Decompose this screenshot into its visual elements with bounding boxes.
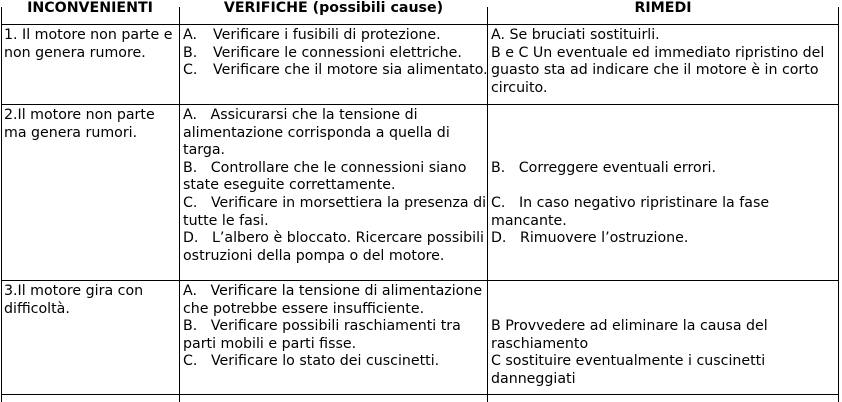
check-text: Verificare che il motore sia alimentato. — [213, 62, 488, 79]
row-divider — [1, 394, 839, 395]
row1-check-c — [183, 62, 488, 80]
header-verifiche: VERIFICHE (possibili cause) — [223, 0, 444, 16]
header-divider — [1, 24, 839, 25]
row3-remedy-line4: danneggiati — [491, 370, 576, 387]
check-text: Verificare le connessioni elettriche. — [213, 44, 462, 61]
row3-remedies — [491, 283, 768, 389]
row2-remedy-line3: mancante. — [491, 212, 567, 229]
row3-check-line2: che potrebbe essere insufficiente. — [183, 300, 425, 317]
row2-remedy-line1: B. Correggere eventuali errori. — [491, 159, 716, 176]
row1-check-a — [183, 27, 488, 45]
row2-check-line9: ostruzioni della pompa o del motore. — [183, 247, 445, 264]
row2-remedy-spacer — [491, 125, 769, 143]
row1-problem — [4, 27, 172, 62]
row2-problem-line2: ma genera rumori. — [4, 124, 138, 141]
row2-remedies — [491, 107, 769, 248]
column-divider — [179, 7, 180, 402]
row3-check-line1: A. Verificare la tensione di alimentazione — [183, 283, 483, 299]
row2-check-line2: alimentazione corrisponda a quella di — [183, 124, 450, 141]
table-border — [838, 7, 839, 402]
row3-check-line3: B. Verificare possibili raschiamenti tra — [183, 318, 461, 335]
row1-problem-line2: non genera rumore. — [4, 44, 146, 61]
row3-check-line5: C. Verificare lo stato dei cuscinetti. — [183, 353, 440, 370]
table-border — [1, 7, 2, 402]
row2-remedy-spacer — [491, 177, 769, 195]
row3-remedy-spacer — [491, 283, 768, 301]
row2-remedy-spacer — [491, 107, 769, 125]
check-letter: A. — [183, 27, 197, 43]
row-divider — [1, 280, 839, 281]
row2-check-line5: state eseguite correttamente. — [183, 177, 396, 194]
row2-problem — [4, 107, 155, 142]
row2-check-line4: B. Controllare che le connessioni siano — [183, 159, 467, 176]
row3-problem-line2: difficoltà. — [4, 300, 70, 317]
row3-remedy-line2: raschiamento — [491, 335, 589, 352]
row3-remedy-spacer — [491, 301, 768, 319]
row1-check-b — [183, 45, 488, 63]
header-inconvenienti: INCONVENIENTI — [27, 0, 153, 16]
row1-remedy-line2: B e C Un eventuale ed immediato ripristino del — [491, 44, 825, 61]
row1-remedies — [491, 27, 824, 97]
row2-check-line1: A. Assicurarsi che la tensione di — [183, 107, 418, 123]
row2-remedy-spacer — [491, 142, 769, 160]
row2-checks — [183, 107, 486, 265]
check-letter: B. — [183, 44, 198, 61]
row2-check-line7: tutte le fasi. — [183, 212, 269, 229]
row3-check-line4: parti mobili e parti fisse. — [183, 335, 357, 352]
row1-remedy-line3: guasto sta ad indicare che il motore è in corto — [491, 62, 819, 79]
row-divider — [1, 104, 839, 105]
row2-remedy-line4: D. Rimuovere l’ostruzione. — [491, 230, 689, 247]
row3-problem — [4, 283, 143, 318]
row1-remedy-line4: circuito. — [491, 79, 548, 96]
row3-remedy-line3: C sostituire eventualmente i cuscinetti — [491, 353, 766, 370]
row1-problem-line1: 1. Il motore non parte e — [4, 27, 173, 43]
row3-problem-line1: 3.Il motore gira con — [4, 283, 144, 299]
row1-checks — [183, 27, 488, 80]
row2-check-line6: C. Verificare in morsettiera la presenza di — [183, 194, 487, 211]
check-text: Verificare i fusibili di protezione. — [213, 27, 441, 43]
row2-problem-line1: 2.Il motore non parte — [4, 107, 155, 123]
row3-checks — [183, 283, 482, 371]
header-rimedi: RIMEDI — [634, 0, 692, 16]
row2-remedy-line2: C. In caso negativo ripristinare la fase — [491, 194, 770, 211]
row2-check-line8: D. L’albero è bloccato. Ricercare possibili — [183, 230, 484, 247]
check-letter: C. — [183, 62, 198, 79]
row2-check-line3: targa. — [183, 142, 226, 159]
row3-remedy-line1: B Provvedere ad eliminare la causa del — [491, 318, 768, 335]
row1-remedy-line1: A. Se bruciati sostituirli. — [491, 27, 660, 43]
